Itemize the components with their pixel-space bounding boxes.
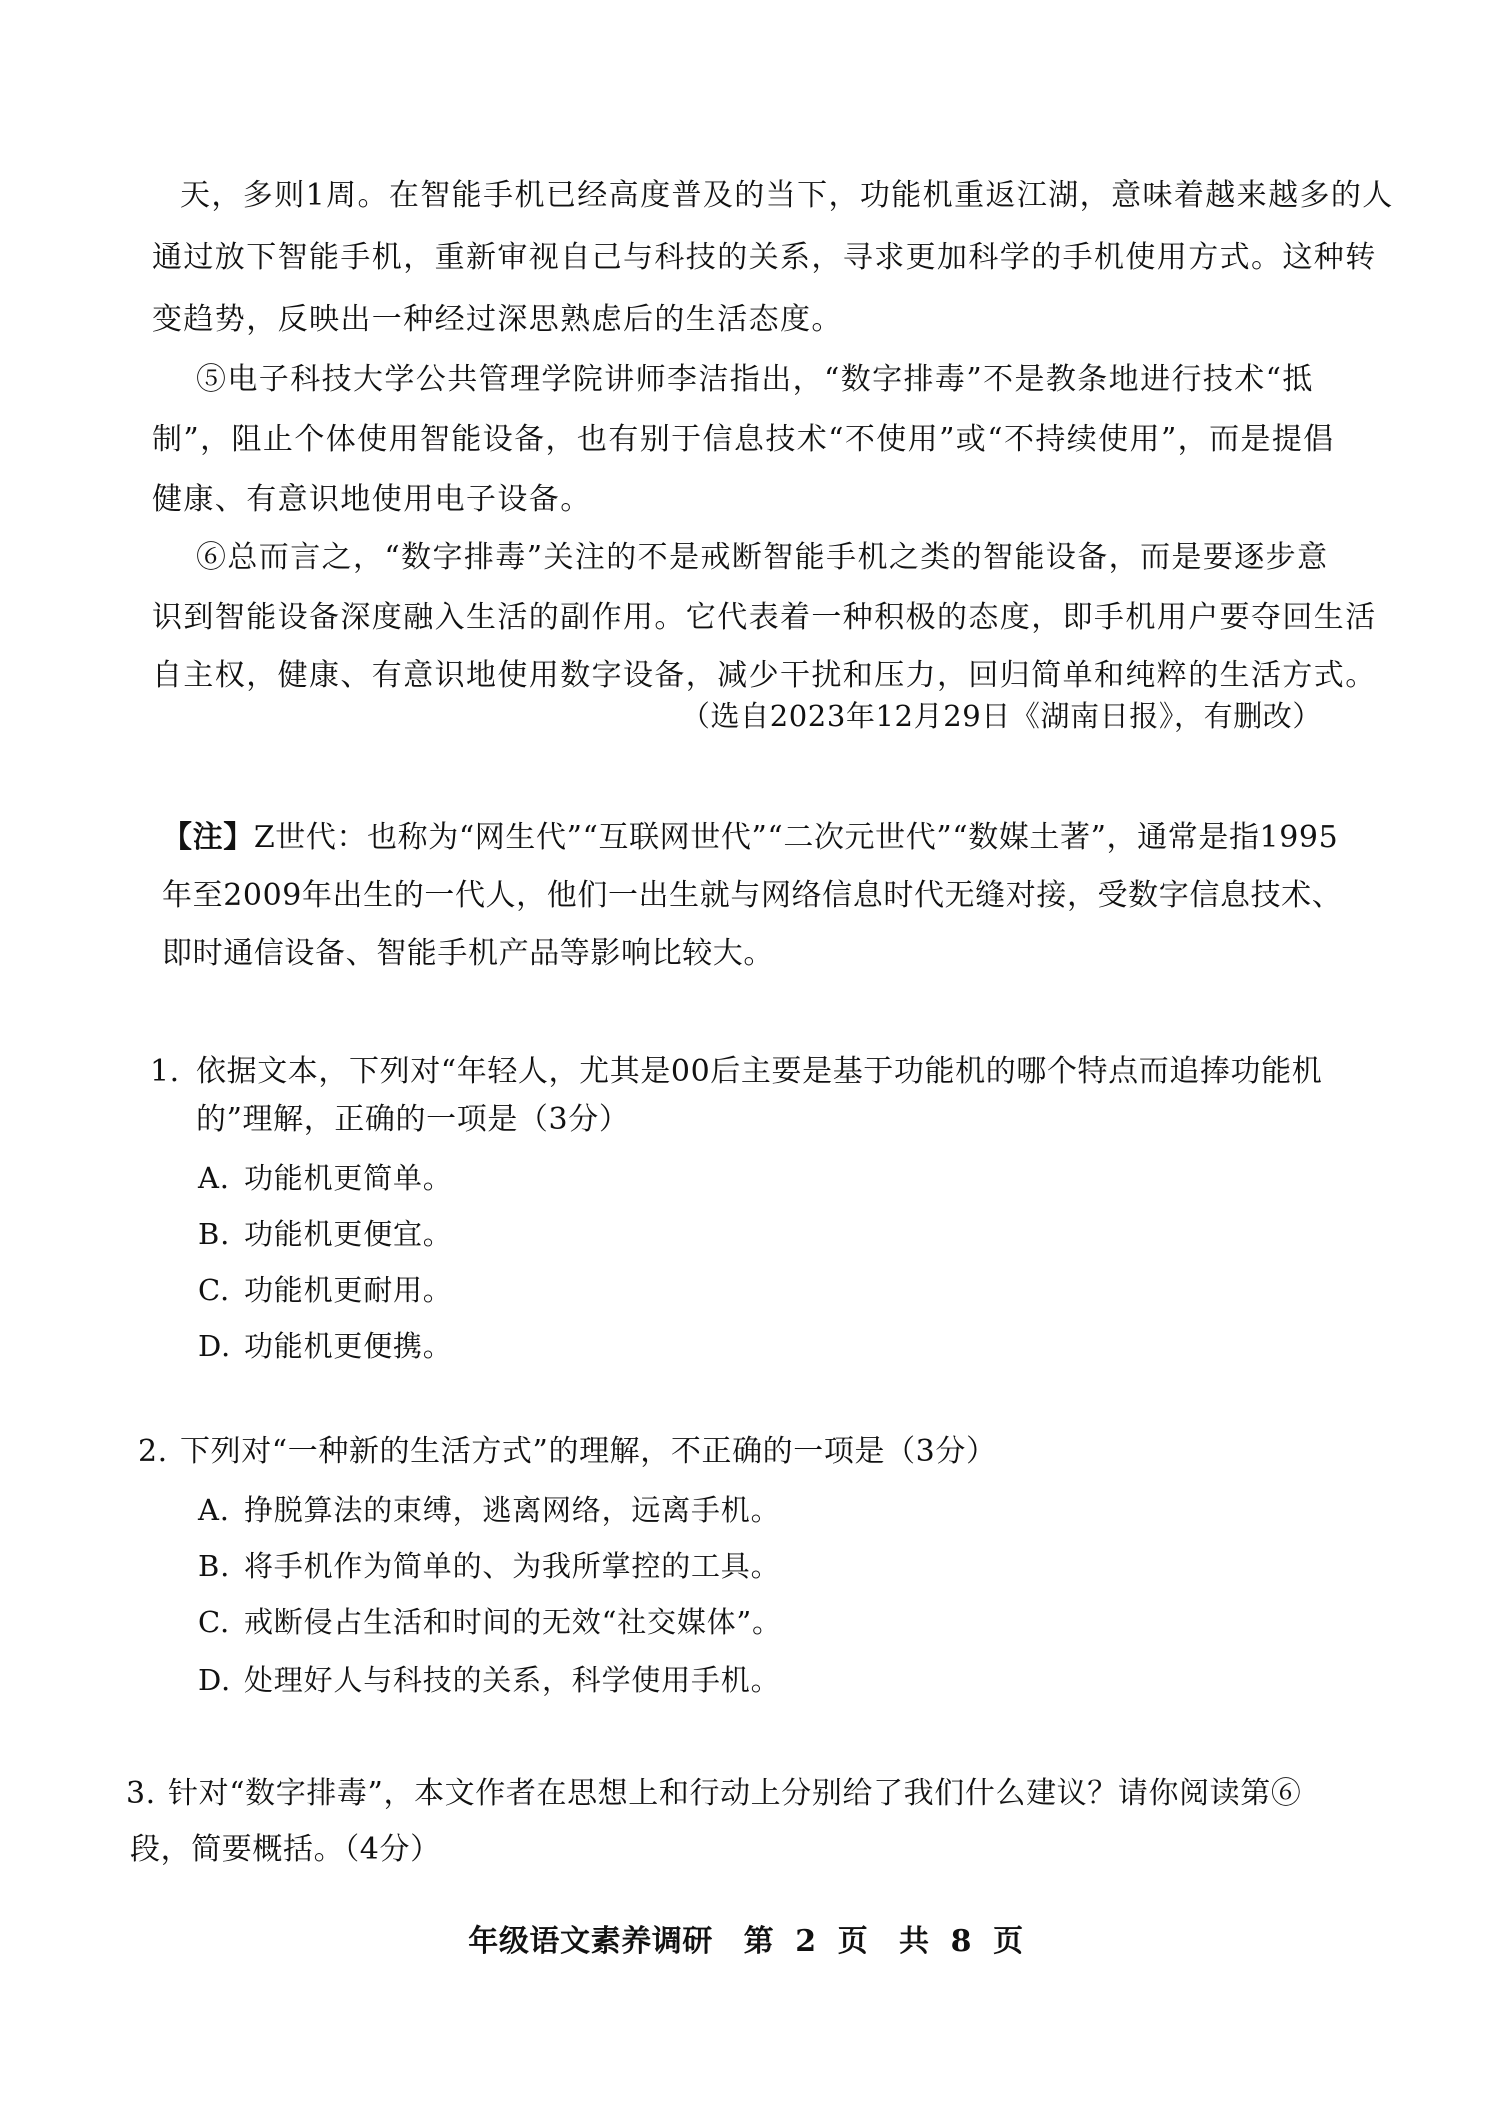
footnote-line: Z世代：也称为“网生代”“互联网世代”“二次元世代”“数媒土著”，通常是指1995 [253, 820, 1339, 855]
article-line: 识到智能设备深度融入生活的副作用。它代表着一种积极的态度，即手机用户要夺回生活 [152, 600, 1377, 635]
question-stem: 下列对“一种新的生活方式”的理解，不正确的一项是（3分） [180, 1434, 997, 1469]
option-d[interactable]: D. 处理好人与科技的关系，科学使用手机。 [198, 1663, 781, 1697]
option-a[interactable]: A. 挣脱算法的束缚，逃离网络，远离手机。 [198, 1493, 781, 1527]
question-number: 1. [150, 1054, 180, 1089]
question-number: 2. [138, 1434, 168, 1469]
page-footer: 年级语文素养调研 第 2 页 共 8 页 [468, 1924, 1024, 1959]
article-line: 制”，阻止个体使用智能设备，也有别于信息技术“不使用”或“不持续使用”，而是提倡 [152, 422, 1335, 457]
option-b[interactable]: B. 将手机作为简单的、为我所掌控的工具。 [198, 1549, 781, 1583]
question-stem: 针对“数字排毒”，本文作者在思想上和行动上分别给了我们什么建议？请你阅读第⑥ [168, 1776, 1302, 1811]
option-d[interactable]: D. 功能机更便携。 [198, 1329, 453, 1363]
footnote-line: 年至2009年出生的一代人，他们一出生就与网络信息时代无缝对接，受数字信息技术、 [162, 878, 1343, 913]
question-stem: 段，简要概括。（4分） [130, 1832, 441, 1867]
footnote-label: 【注】 [162, 820, 254, 855]
question-stem: 依据文本，下列对“年轻人，尤其是00后主要是基于功能机的哪个特点而追捧功能机 [196, 1054, 1323, 1089]
article-paragraph-5: ⑤电子科技大学公共管理学院讲师李洁指出，“数字排毒”不是教条地进行技术“抵 [196, 362, 1314, 397]
option-c[interactable]: C. 戒断侵占生活和时间的无效“社交媒体”。 [198, 1605, 782, 1639]
article-source: （选自2023年12月29日《湖南日报》，有删改） [680, 699, 1322, 733]
footnote-line: 即时通信设备、智能手机产品等影响比较大。 [162, 936, 774, 971]
option-b[interactable]: B. 功能机更便宜。 [198, 1217, 453, 1251]
article-line: 自主权，健康、有意识地使用数字设备，减少干扰和压力，回归简单和纯粹的生活方式。 [152, 658, 1377, 693]
option-a[interactable]: A. 功能机更简单。 [198, 1161, 453, 1195]
question-number: 3. [126, 1776, 156, 1811]
article-line: 健康、有意识地使用电子设备。 [152, 482, 592, 517]
article-line: 通过放下智能手机，重新审视自己与科技的关系，寻求更加科学的手机使用方式。这种转 [152, 240, 1377, 275]
article-paragraph-6: ⑥总而言之，“数字排毒”关注的不是戒断智能手机之类的智能设备，而是要逐步意 [196, 540, 1329, 575]
question-stem: 的”理解，正确的一项是（3分） [196, 1102, 630, 1137]
article-line: 天，多则1周。在智能手机已经高度普及的当下，功能机重返江湖，意味着越来越多的人 [180, 178, 1394, 213]
option-c[interactable]: C. 功能机更耐用。 [198, 1273, 453, 1307]
article-line: 变趋势，反映出一种经过深思熟虑后的生活态度。 [152, 302, 843, 337]
